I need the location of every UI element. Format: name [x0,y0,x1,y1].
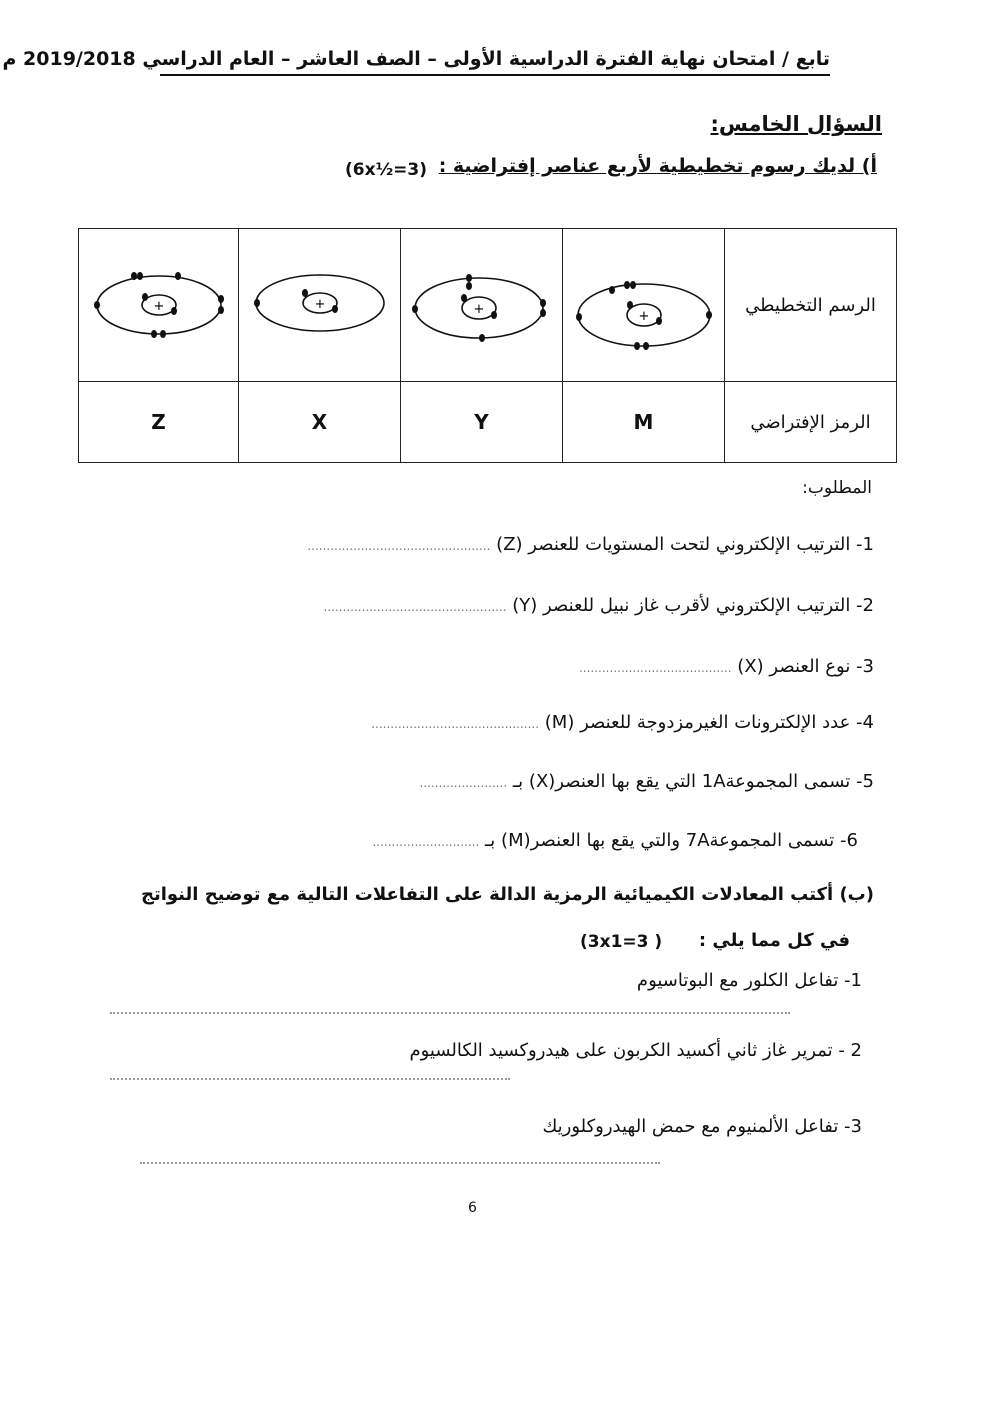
symbol-cell-y [401,382,563,463]
atom-diagram-y [407,253,557,353]
reaction-item-2: 2 - تمرير غاز ثاني أكسيد الكربون على هيدروكسيد الكالسيوم [409,1040,862,1061]
row-label-symbol: الرمز الإفتراضي [725,382,897,463]
answer-blank[interactable]: ........................................ [578,661,732,675]
required-item-4: 4- عدد الإلكترونات الغيرمزدوجة للعنصر (M) ............................................ [371,712,874,733]
part-a-prompt: أ) لديك رسوم تخطيطية لأربع عناصر إفتراضية : [438,155,877,177]
required-label: المطلوب: [802,478,872,498]
atom-diagram-m [569,253,719,353]
answer-line-3[interactable] [140,1162,660,1164]
page-number: 6 [468,1200,477,1216]
symbol-x: X [311,410,328,434]
required-item-3: 3- نوع العنصر (X) ........................................ [578,656,874,677]
row-label-diagram: الرسم التخطيطي [725,229,897,382]
required-item-2: 2- الترتيب الإلكتروني لأقرب غاز نبيل للعنصر (Y) ................................................ [323,595,874,616]
diagram-cell-y [401,229,563,382]
diagram-cell-x [239,229,401,382]
answer-blank[interactable]: ....................... [419,776,508,790]
nucleus-sign: + [473,302,484,317]
part-a-marks: (6x½=3) [345,160,428,180]
diagram-row [79,229,897,382]
required-item-1: 1- الترتيب الإلكتروني لتحت المستويات للعنصر (Z) ................................................ [307,534,874,555]
part-b-marks: (3x1=3 ) [580,932,663,952]
reaction-item-3: 3- تفاعل الألمنيوم مع حمض الهيدروكلوريك [542,1116,862,1137]
atoms-table [78,228,897,463]
nucleus-sign: + [638,309,649,324]
exam-header-title: تابع / امتحان نهاية الفترة الدراسية الأولى – الصف العاشر – العام الدراسي 2019/2018 م [160,48,830,76]
diagram-cell-z [79,229,239,382]
required-item-5: 5- تسمى المجموعة1A التي يقع بها العنصر(X) بـ ....................... [419,771,874,792]
atom-diagram-z [84,253,234,353]
nucleus-sign: + [314,297,325,312]
symbol-row [79,382,897,463]
symbol-cell-x [239,382,401,463]
reaction-item-1: 1- تفاعل الكلور مع البوتاسيوم [636,970,862,991]
answer-blank[interactable]: ................................................ [323,600,507,614]
question-title: السؤال الخامس: [710,112,882,136]
symbol-y: Y [474,410,489,434]
atom-diagram-x [245,253,395,353]
required-item-6: 6- تسمى المجموعة7A والتي يقع بها العنصر(M) بـ ............................ [372,830,858,851]
answer-line-1[interactable] [110,1012,790,1014]
answer-blank[interactable]: ............................ [372,835,480,849]
symbol-cell-m [563,382,725,463]
answer-blank[interactable]: ............................................ [371,717,540,731]
answer-blank[interactable]: ................................................ [307,539,491,553]
part-b-prompt-2: في كل مما يلي : [698,930,850,951]
symbol-cell-z [79,382,239,463]
symbol-z: Z [151,410,166,434]
answer-line-2[interactable] [110,1078,510,1080]
part-b-prompt: (ب) أكتب المعادلات الكيميائية الرمزية الدالة على التفاعلات التالية مع توضيح النواتج [140,884,874,905]
diagram-cell-m [563,229,725,382]
nucleus-sign: + [153,299,164,314]
symbol-m: M [633,410,654,434]
